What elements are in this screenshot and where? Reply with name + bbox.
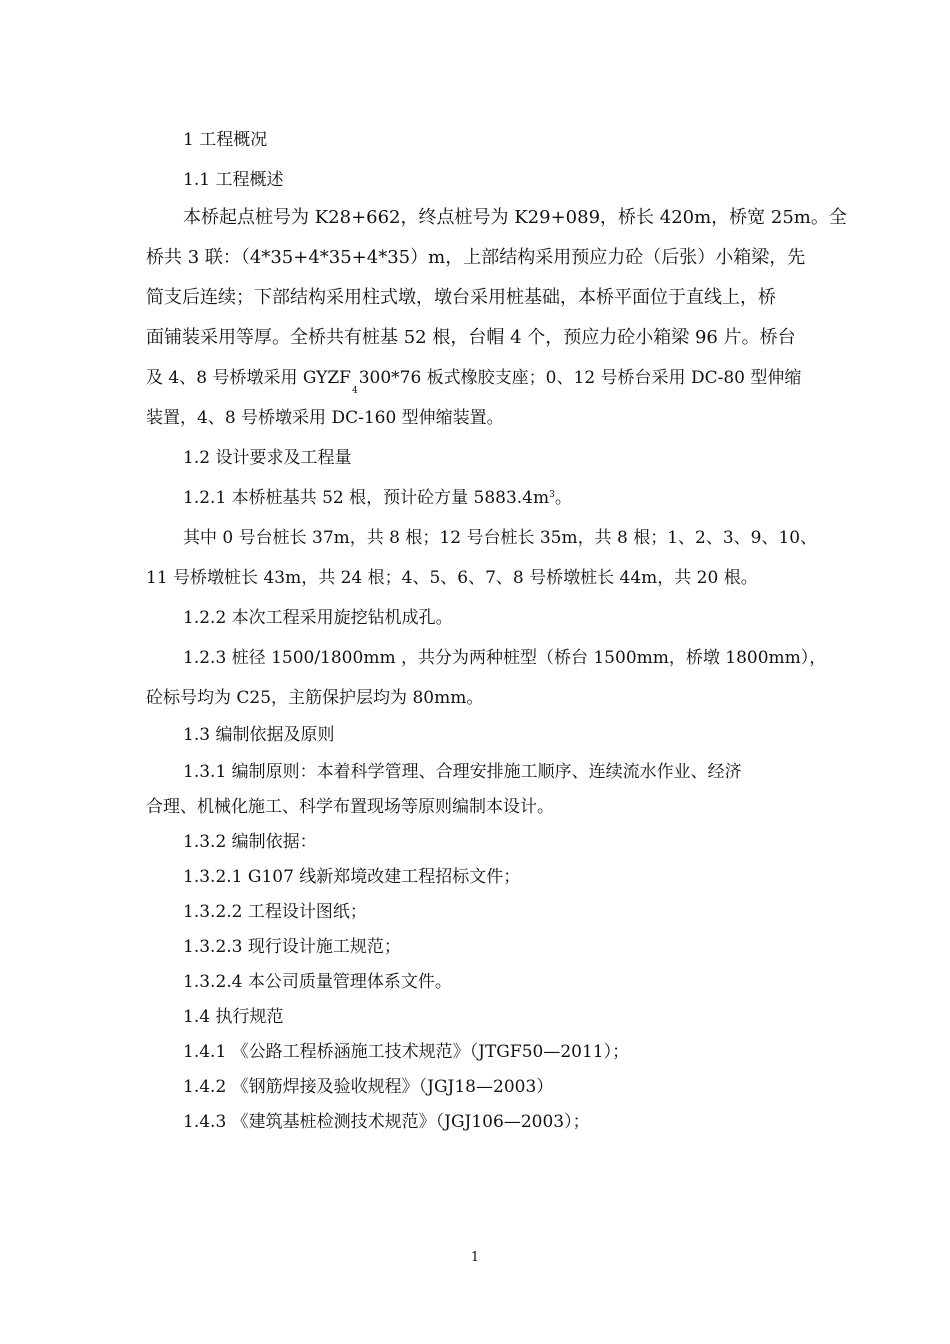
text-span: 300*76 板式橡胶支座；0、12 号桥台采用 DC-80 型伸缩 bbox=[358, 368, 802, 388]
page-number: 1 bbox=[470, 1250, 480, 1265]
paragraph-line bbox=[146, 366, 802, 396]
paragraph-line: 本桥起点桩号为 K28+662，终点桩号为 K29+089，桥长 420m，桥宽 25m。全 bbox=[183, 207, 847, 228]
text-span: 及 4、8 号桥墩采用 GYZF bbox=[146, 368, 351, 388]
superscript-text: 3 bbox=[549, 490, 555, 500]
heading-1-4: 1.4 执行规范 bbox=[183, 1007, 284, 1027]
paragraph-line: 面铺装采用等厚。全桥共有桩基 52 根，台帽 4 个，预应力砼小箱梁 96 片。桥台 bbox=[146, 327, 796, 348]
paragraph-line: 1.3.2.3 现行设计施工规范； bbox=[183, 937, 401, 957]
paragraph-line: 桥共 3 联：（4*35+4*35+4*35）m，上部结构采用预应力砼（后张）小箱梁，先 bbox=[146, 247, 806, 268]
paragraph-line: 11 号桥墩桩长 43m，共 24 根；4、5、6、7、8 号桥墩桩长 44m，共 20 根。 bbox=[146, 568, 758, 588]
subscript-text: 4 bbox=[351, 386, 358, 396]
paragraph-line: 装置，4、8 号桥墩采用 DC-160 型伸缩装置。 bbox=[146, 408, 504, 428]
paragraph-line: 1.4.3 《建筑基桩检测技术规范》（JGJ106—2003）； bbox=[183, 1112, 590, 1132]
heading-1-3: 1.3 编制依据及原则 bbox=[183, 725, 335, 745]
paragraph-line: 砼标号均为 C25，主筋保护层均为 80mm。 bbox=[146, 688, 484, 708]
text-span: 1.2.1 本桥桩基共 52 根，预计砼方量 5883.4m bbox=[183, 488, 550, 508]
paragraph-line: 1.3.2.2 工程设计图纸； bbox=[183, 902, 367, 922]
paragraph-line: 1.3.2.1 G107 线新郑境改建工程招标文件； bbox=[183, 867, 521, 887]
paragraph-line: 合理、机械化施工、科学布置现场等原则编制本设计。 bbox=[146, 797, 554, 817]
paragraph-line: 其中 0 号台桩长 37m，共 8 根；12 号台桩长 35m，共 8 根；1、2、3、9、10、 bbox=[183, 528, 818, 548]
paragraph-line bbox=[183, 486, 572, 513]
paragraph-line: 1.3.1 编制原则：本着科学管理、合理安排施工顺序、连续流水作业、经济 bbox=[183, 762, 742, 782]
heading-1-1: 1.1 工程概述 bbox=[183, 170, 284, 190]
paragraph-line: 1.4.1 《公路工程桥涵施工技术规范》（JTGF50—2011）； bbox=[183, 1042, 630, 1062]
paragraph-line: 1.2.3 桩径 1500/1800mm ，共分为两种桩型（桥台 1500mm，桥墩 1800mm）， bbox=[183, 648, 827, 668]
text-span: 。 bbox=[554, 488, 572, 508]
paragraph-line: 1.3.2 编制依据： bbox=[183, 832, 317, 852]
paragraph-line: 简支后连续；下部结构采用柱式墩，墩台采用桩基础，本桥平面位于直线上，桥 bbox=[146, 287, 776, 308]
heading-1-2: 1.2 设计要求及工程量 bbox=[183, 448, 352, 468]
heading-section-1: 1 工程概况 bbox=[183, 130, 268, 150]
paragraph-line: 1.3.2.4 本公司质量管理体系文件。 bbox=[183, 972, 452, 992]
paragraph-line: 1.4.2 《钢筋焊接及验收规程》（JGJ18—2003） bbox=[183, 1077, 554, 1097]
paragraph-line: 1.2.2 本次工程采用旋挖钻机成孔。 bbox=[183, 608, 453, 628]
